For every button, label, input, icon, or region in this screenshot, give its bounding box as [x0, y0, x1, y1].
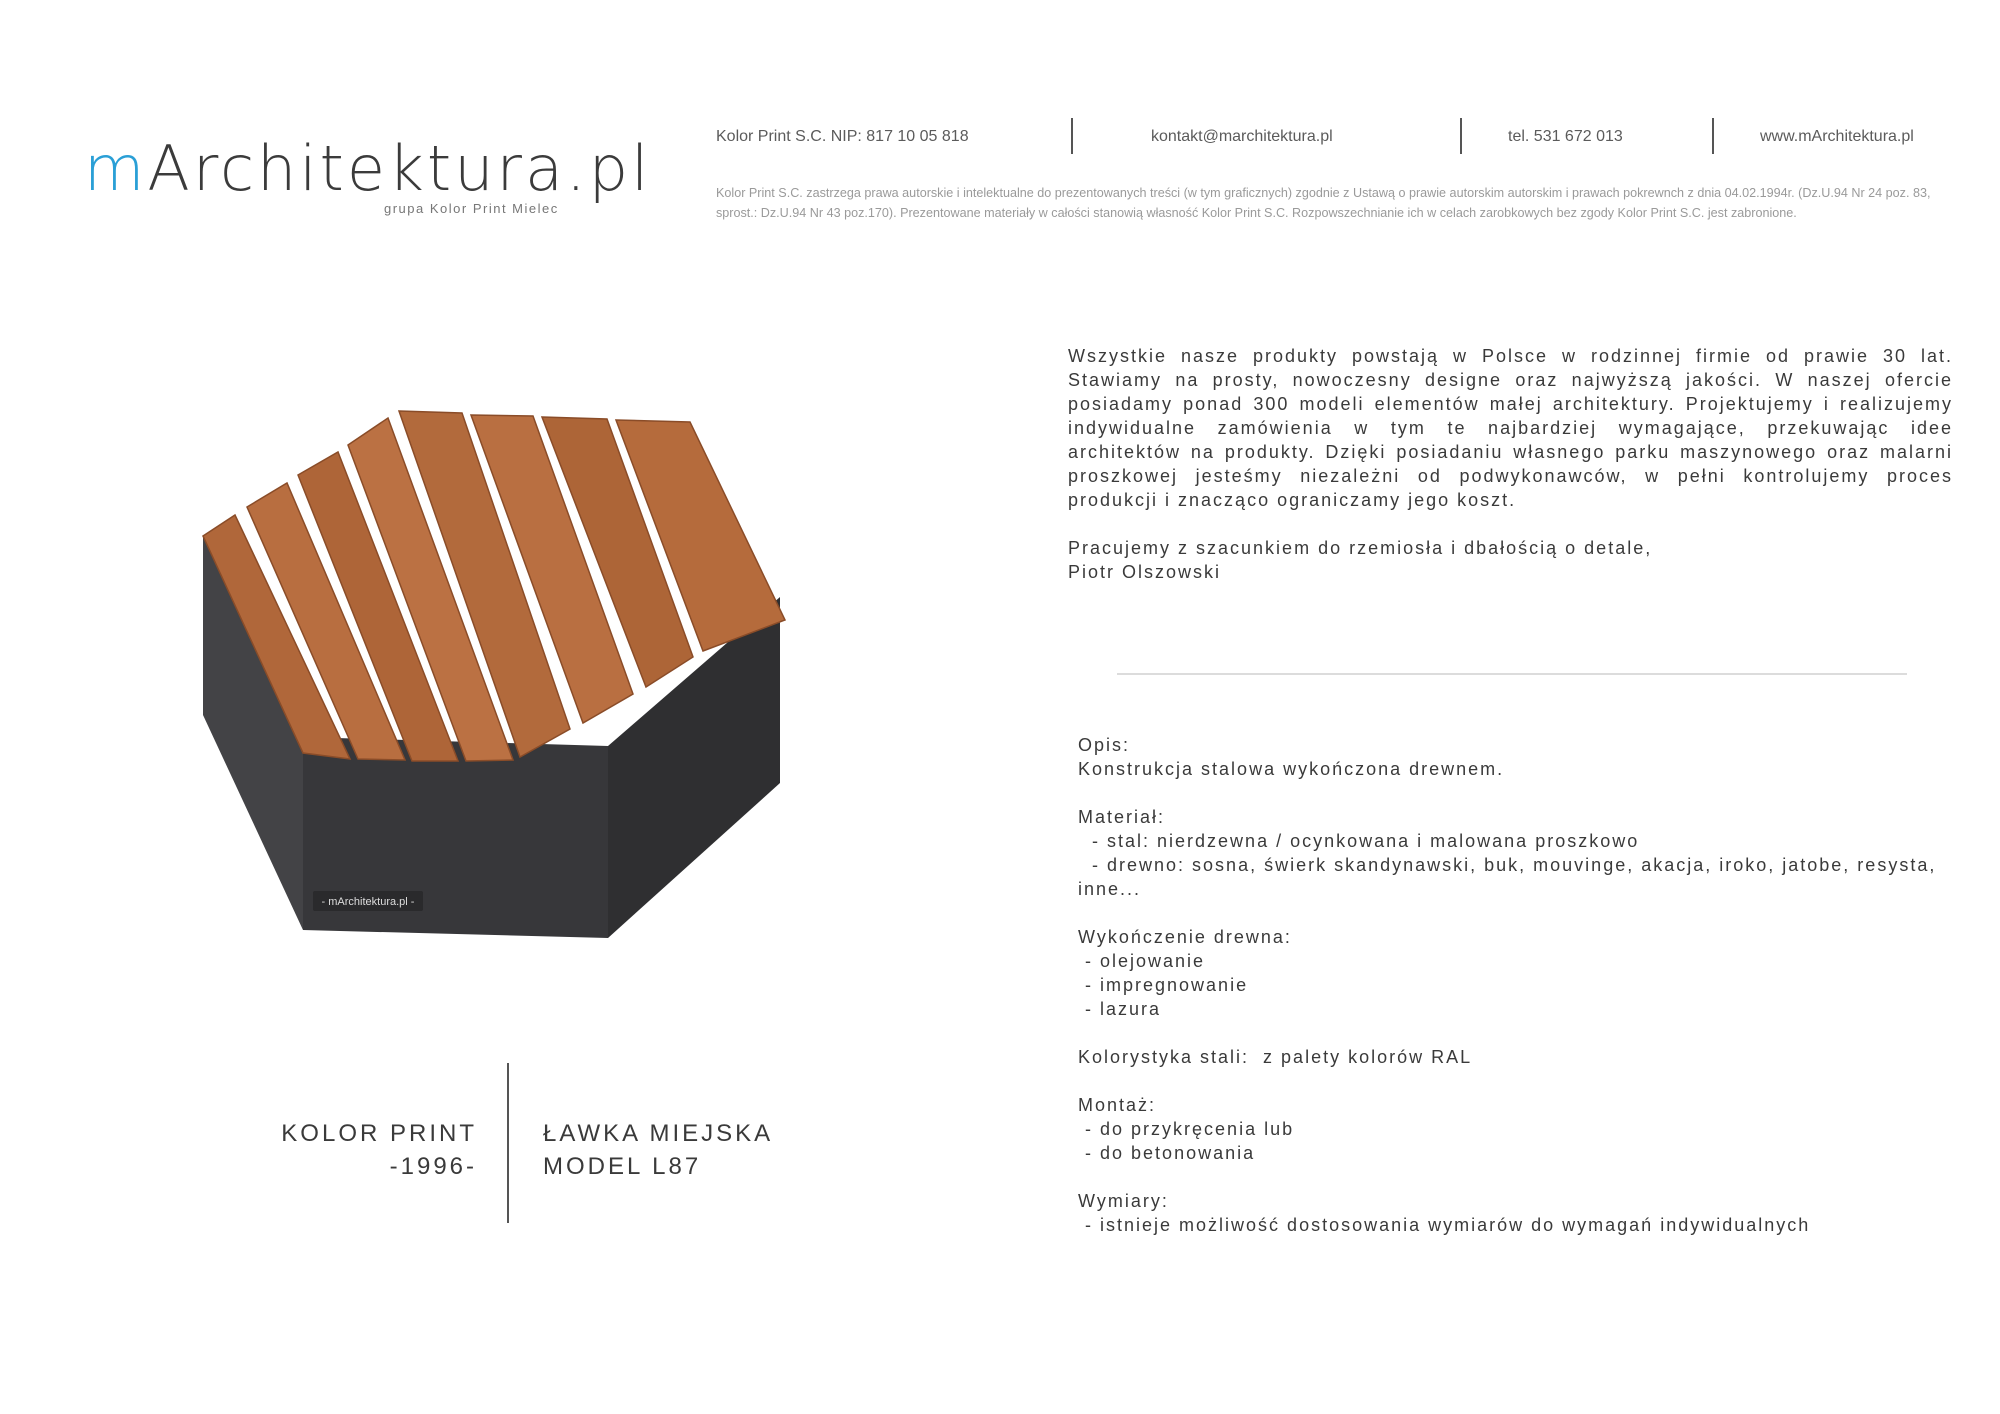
logo-m: m [84, 132, 148, 205]
footer-divider [507, 1063, 509, 1223]
header-divider [1071, 118, 1073, 154]
product-title: ŁAWKA MIEJSKA [543, 1120, 774, 1147]
header-divider [1712, 118, 1714, 154]
brand-year: -1996- [389, 1153, 477, 1180]
website-link[interactable]: www.mArchitektura.pl [1760, 128, 1914, 145]
intro-signature: Piotr Olszowski [1068, 562, 1222, 582]
bench-image [190, 385, 830, 955]
brand-logo [84, 132, 652, 216]
company-info: Kolor Print S.C. NIP: 817 10 05 818 [716, 128, 969, 145]
logo-rest: Architektura.pl [147, 132, 652, 205]
section-divider [1117, 673, 1907, 675]
phone-number: tel. 531 672 013 [1508, 128, 1623, 145]
product-title-block [543, 1117, 773, 1183]
logo-wordmark [84, 132, 652, 205]
product-specs: Opis: Konstrukcja stalowa wykończona drewnem. Materiał: - stal: nierdzewna / ocynkowana i malowana proszkowo - drewno: sosna, świerk skandynawski, buk, mouvinge, akacja, iroko, jatobe, resysta, inne... Wykończenie drewna: - olejowanie - impregnowanie - lazura Kolorystyka stali: z palety kolorów RAL Montaż: - do przykręcenia lub - do betonowania Wymiary: - istnieje możliwość dostosowania wymiarów do wymagań indywidualnych [1078, 735, 1937, 1235]
intro-closing: Pracujemy z szacunkiem do rzemiosła i dbałością o detale, [1068, 538, 1653, 558]
header-divider [1460, 118, 1462, 154]
email-link[interactable]: kontakt@marchitektura.pl [1151, 128, 1333, 145]
brand-plate-label: - mArchitektura.pl - [321, 896, 415, 908]
brand-block [281, 1117, 477, 1183]
intro-text [1068, 344, 1953, 584]
logo-subtitle: grupa Kolor Print Mielec [384, 201, 559, 216]
product-model: MODEL L87 [543, 1153, 702, 1180]
brand-name: KOLOR PRINT [281, 1120, 477, 1147]
intro-paragraph: Wszystkie nasze produkty powstają w Polsce w rodzinnej firmie od prawie 30 lat. Stawiamy na prosty, nowoczesny designe oraz najwyższą jakości. W naszej ofercie posiadamy ponad 300 modeli elementów małej architektury. Projektujemy i realizujemy indywidualne zamówienia w tym te najbardziej wymagające, przekuwając idee architektów na produkty. Dzięki posiadaniu własnego parku maszynowego oraz malarni proszkowej jesteśmy niezależni od podwykonawców, w pełni kontrolujemy proces produkcji i znacząco ograniczamy jego koszt. [1068, 346, 1953, 510]
legal-notice: Kolor Print S.C. zastrzega prawa autorskie i intelektualne do prezentowanych treści (w tym graficznych) zgodnie z Ustawą o prawie autorskim autorskim i prawach pokrewnch z dnia 04.02.1994r. (Dz.U.94 Nr 24 poz. 83, sprost.: Dz.U.94 Nr 43 poz.170). Prezentowane materiały w całości stanowią własność Kolor Print S.C. Rozpowszechnianie ich w celach zarobkowych bez zgody Kolor Print S.C. jest zabronione. [716, 186, 1931, 220]
